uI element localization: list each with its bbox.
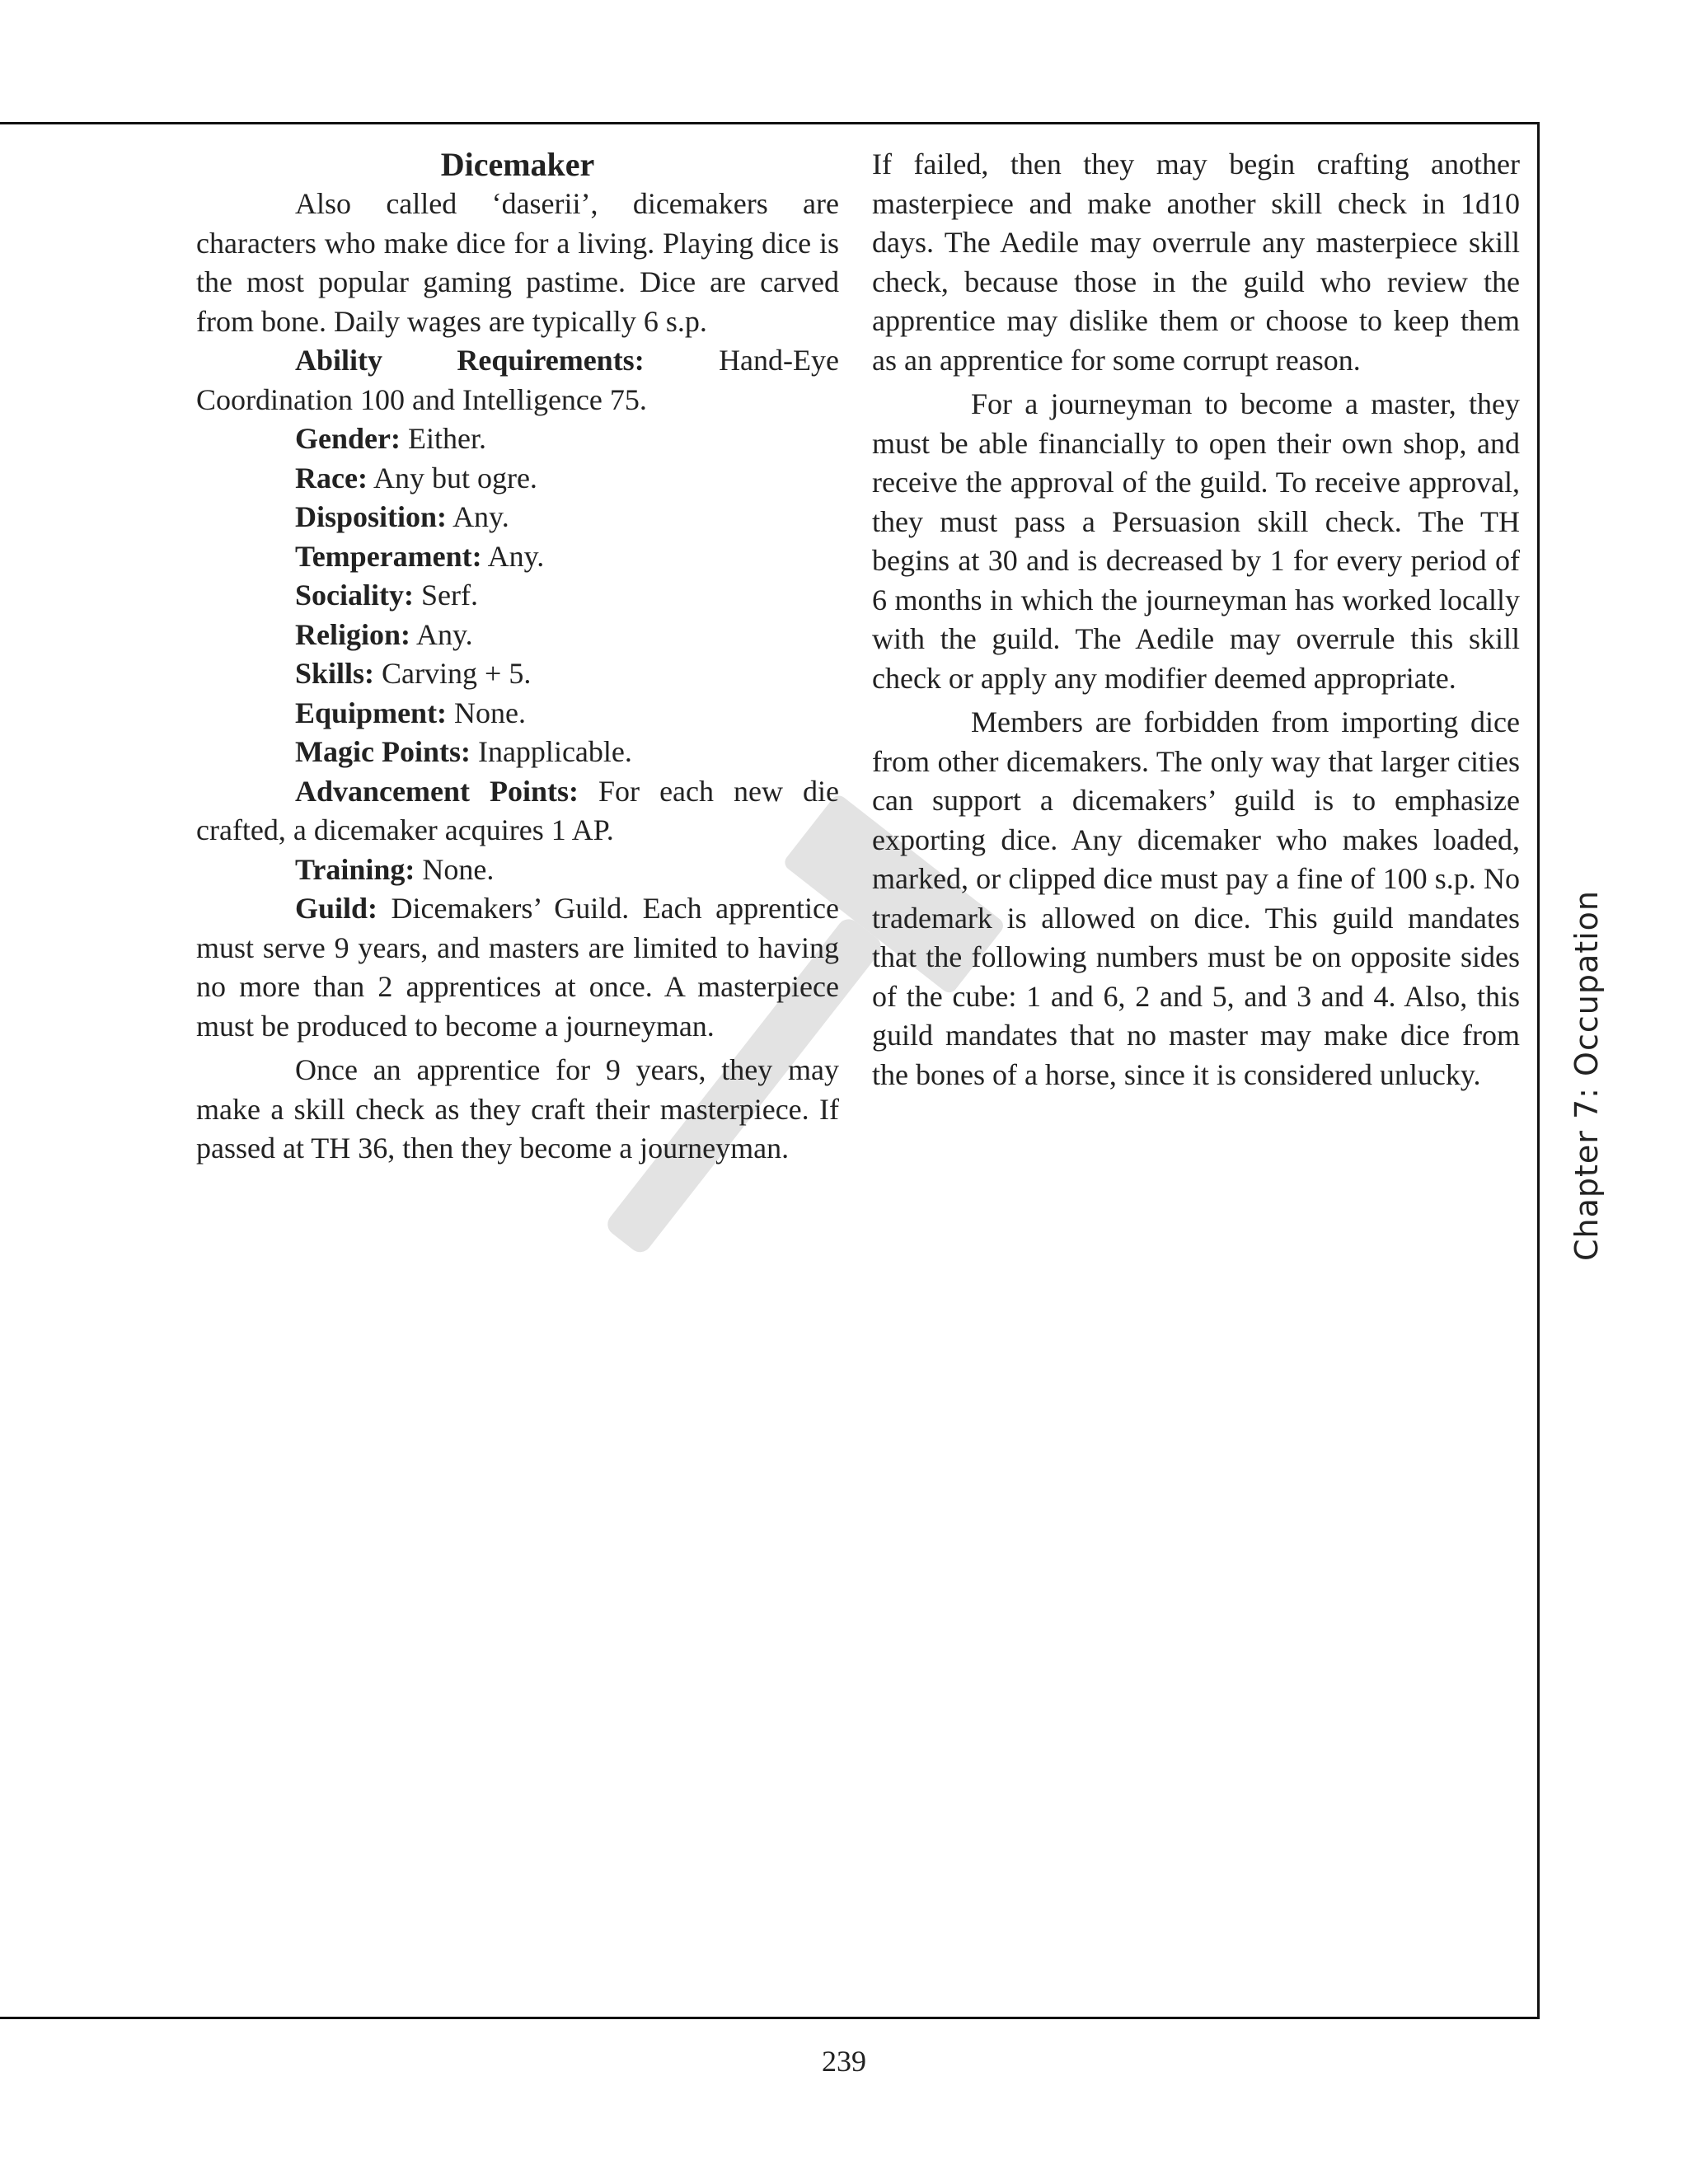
equipment-value: None.	[454, 696, 527, 729]
ability-label: Ability Requirements:	[295, 344, 645, 377]
guild-label: Guild:	[295, 892, 378, 925]
religion-row	[196, 616, 839, 655]
right-column	[872, 145, 1520, 1094]
page-number: 239	[822, 2045, 866, 2078]
disposition-row	[196, 498, 839, 537]
training-row	[196, 851, 839, 890]
gender-value: Either.	[407, 422, 486, 455]
religion-label: Religion:	[295, 617, 410, 651]
guild-value: Dicemakers’ Guild. Each apprentice must serve 9 years, and masters are limited to having no more than 2 apprentices at once. A masterpiece must be produced to become a journeyman.	[196, 892, 839, 1043]
entry-title: Dicemaker	[440, 146, 595, 183]
race-label: Race:	[295, 461, 368, 494]
members-paragraph: Members are forbidden from importing dice from other dicemakers. The only way that larger cities can support a dicemakers’ guild is to emphasize exporting dice. Any dicemaker who makes loaded, marked, or clipped dice must pay a fine of 100 s.p. No trademark is allowed on dice. This guild mandates that the following numbers must be on opposite sides of the cube: 1 and 6, 2 and 5, and 3 and 4. Also, this guild mandates that no master may make dice from the bones of a horse, since it is considered unlucky.	[872, 705, 1520, 1091]
equipment-label: Equipment:	[295, 696, 448, 729]
gender-label: Gender:	[295, 422, 401, 455]
religion-value: Any.	[416, 617, 473, 651]
training-label: Training:	[295, 852, 415, 886]
sociality-row	[196, 576, 839, 616]
training-value: None.	[422, 852, 495, 886]
apprentice-masterpiece-paragraph: Once an apprentice for 9 years, they may make a skill check as they craft their masterpiece. If passed at TH 36, then they become a journeyman.	[196, 1053, 839, 1165]
temperament-value: Any.	[487, 539, 545, 573]
gender-row	[196, 419, 839, 459]
magic-points-value: Inapplicable.	[477, 735, 632, 768]
temperament-label: Temperament:	[295, 539, 482, 573]
race-row	[196, 459, 839, 499]
ability-requirements	[196, 341, 839, 419]
race-value: Any but ogre.	[373, 461, 537, 494]
sociality-label: Sociality:	[295, 579, 414, 612]
skills-label: Skills:	[295, 657, 375, 690]
left-column	[196, 145, 839, 1169]
advancement-points-row	[196, 772, 839, 851]
ability-value: Hand-Eye Coordination 100 and Intelligence 75.	[196, 344, 839, 416]
disposition-value: Any.	[452, 500, 509, 533]
advancement-points-label: Advancement Points:	[295, 774, 579, 808]
temperament-row	[196, 537, 839, 577]
equipment-row	[196, 694, 839, 733]
magic-points-label: Magic Points:	[295, 735, 471, 768]
magic-points-row	[196, 733, 839, 772]
disposition-label: Disposition:	[295, 500, 448, 533]
failed-masterpiece-paragraph: If failed, then they may begin crafting another masterpiece and make another skill check in 1d10 days. The Aedile may overrule any masterpiece skill check, because those in the guild who review the apprentice may dislike them or choose to keep them as an apprentice for some corrupt reason.	[872, 148, 1520, 377]
advancement-points-value: For each new die crafted, a dicemaker acquires 1 AP.	[196, 774, 839, 846]
skills-value: Carving + 5.	[382, 657, 532, 690]
intro-paragraph: Also called ‘daserii’, dicemakers are characters who make dice for a living. Playing dice is the most popular gaming pastime. Dice are carved from bone. Daily wages are typically 6 s.p.	[196, 187, 839, 338]
skills-row	[196, 654, 839, 694]
chapter-tab-label: Chapter 7: Occupation	[1568, 889, 1606, 1262]
guild-row	[196, 889, 839, 1046]
journeyman-paragraph: For a journeyman to become a master, they must be able financially to open their own shop, and receive the approval of the guild. To receive approval, they must pass a Persuasion skill check. The TH begins at 30 and is decreased by 1 for every period of 6 months in which the journeyman has worked locally with the guild. The Aedile may overrule this skill check or apply any modifier deemed appropriate.	[872, 387, 1520, 695]
chapter-tab	[1541, 878, 1632, 1273]
sociality-value: Serf.	[420, 579, 478, 612]
